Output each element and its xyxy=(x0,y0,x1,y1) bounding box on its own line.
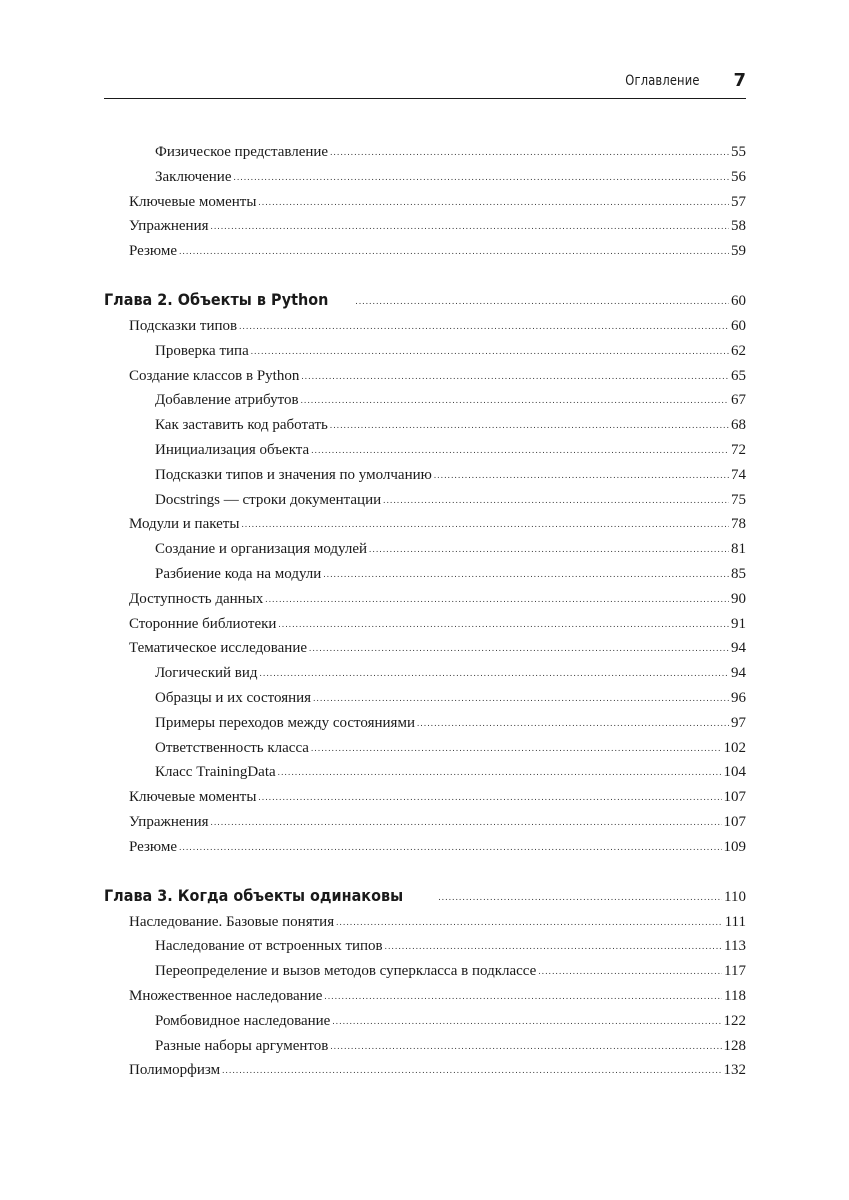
toc-entry xyxy=(104,1009,746,1034)
toc-entry xyxy=(104,835,746,860)
toc-entry xyxy=(104,463,746,488)
toc-entry-page: 118 xyxy=(724,987,746,1004)
dot-leader xyxy=(538,959,722,984)
toc-entry xyxy=(104,512,746,537)
toc-entry-page: 62 xyxy=(731,342,746,359)
dot-leader xyxy=(222,1058,721,1083)
toc-entry-page: 91 xyxy=(731,615,746,632)
header-title: Оглавление xyxy=(625,73,700,89)
toc-entry-page: 85 xyxy=(731,565,746,582)
toc-entry-title: Ключевые моменты xyxy=(129,193,257,210)
toc-entry-page: 94 xyxy=(731,665,746,682)
toc-entry-title: Ключевые моменты xyxy=(129,789,257,806)
toc-entry-title: Образцы и их состояния xyxy=(155,689,312,706)
dot-leader xyxy=(278,760,722,785)
toc-entry-title: Заключение xyxy=(155,168,232,185)
toc-entry xyxy=(104,537,746,562)
toc-entry-page: 78 xyxy=(731,516,746,533)
toc-entry xyxy=(104,1058,746,1083)
toc-entry-page: 111 xyxy=(724,913,746,930)
dot-leader xyxy=(438,883,722,911)
toc-entry-page: 67 xyxy=(731,392,746,409)
dot-leader xyxy=(239,314,729,339)
toc-entry xyxy=(104,190,746,215)
toc-entry xyxy=(104,364,746,389)
toc-entry-title: Проверка типа xyxy=(155,342,249,359)
toc-entry-title: Создание классов в Python xyxy=(129,367,300,384)
toc-entry-page: 107 xyxy=(723,789,746,806)
toc-entry-title: Подсказки типов и значения по умолчанию xyxy=(155,466,432,483)
toc-chapter-entry xyxy=(104,286,746,314)
dot-leader xyxy=(330,413,729,438)
toc-entry xyxy=(104,934,746,959)
dot-leader xyxy=(234,165,730,190)
dot-leader xyxy=(311,736,722,761)
dot-leader xyxy=(385,934,722,959)
section-gap xyxy=(104,264,746,286)
toc-entry xyxy=(104,686,746,711)
toc-entry-title: Доступность данных xyxy=(129,590,264,607)
dot-leader xyxy=(309,636,729,661)
table-of-contents xyxy=(104,140,746,1083)
dot-leader xyxy=(179,239,729,264)
toc-entry xyxy=(104,636,746,661)
toc-entry xyxy=(104,984,746,1009)
dot-leader xyxy=(260,661,729,686)
dot-leader xyxy=(383,488,729,513)
toc-entry-page: 107 xyxy=(723,813,746,830)
toc-entry-page: 60 xyxy=(731,292,746,309)
dot-leader xyxy=(301,364,729,389)
dot-leader xyxy=(211,214,730,239)
toc-entry-page: 65 xyxy=(731,367,746,384)
toc-entry-page: 68 xyxy=(731,417,746,434)
toc-entry-page: 57 xyxy=(731,193,746,210)
page-number: 7 xyxy=(733,70,746,91)
toc-entry-title: Как заставить код работать xyxy=(155,417,328,434)
toc-entry-page: 122 xyxy=(723,1012,746,1029)
dot-leader xyxy=(324,984,722,1009)
dot-leader xyxy=(330,1034,721,1059)
dot-leader xyxy=(241,512,729,537)
toc-entry-title: Разбиение кода на модули xyxy=(155,565,322,582)
toc-entry-title: Инициализация объекта xyxy=(155,441,310,458)
dot-leader xyxy=(355,287,729,315)
toc-entry-page: 56 xyxy=(731,168,746,185)
toc-entry xyxy=(104,587,746,612)
toc-entry-page: 75 xyxy=(731,491,746,508)
dot-leader xyxy=(278,612,729,637)
toc-entry xyxy=(104,438,746,463)
dot-leader xyxy=(332,1009,721,1034)
toc-entry xyxy=(104,562,746,587)
toc-entry xyxy=(104,488,746,513)
toc-entry xyxy=(104,140,746,165)
dot-leader xyxy=(336,910,723,935)
toc-entry-page: 102 xyxy=(723,739,746,756)
section-gap xyxy=(104,860,746,882)
toc-entry xyxy=(104,661,746,686)
toc-entry-page: 104 xyxy=(723,764,746,781)
toc-entry-page: 74 xyxy=(731,466,746,483)
toc-entry-title: Модули и пакеты xyxy=(129,516,240,533)
toc-entry-title: Переопределение и вызов методов суперкласса в подклассе xyxy=(155,963,537,980)
toc-entry-title: Физическое представление xyxy=(155,144,329,160)
toc-entry-title: Упражнения xyxy=(129,218,209,235)
toc-entry xyxy=(104,239,746,264)
toc-entry-title: Добавление атрибутов xyxy=(155,392,299,409)
toc-entry-page: 132 xyxy=(723,1062,746,1079)
dot-leader xyxy=(313,686,729,711)
toc-entry xyxy=(104,711,746,736)
toc-entry-title: Класс TrainingData xyxy=(155,764,276,781)
toc-entry-page: 113 xyxy=(724,938,746,955)
toc-entry-page: 72 xyxy=(731,441,746,458)
toc-entry xyxy=(104,959,746,984)
toc-entry-page: 58 xyxy=(731,218,746,235)
toc-entry xyxy=(104,214,746,239)
toc-entry xyxy=(104,339,746,364)
dot-leader xyxy=(251,339,729,364)
toc-entry xyxy=(104,785,746,810)
toc-entry-title: Резюме xyxy=(129,243,178,260)
toc-entry-page: 94 xyxy=(731,640,746,657)
toc-entry-title: Тематическое исследование xyxy=(129,640,308,657)
toc-entry-title: Наследование. Базовые понятия xyxy=(129,913,335,930)
dot-leader xyxy=(330,140,729,165)
dot-leader xyxy=(323,562,729,587)
toc-entry xyxy=(104,612,746,637)
dot-leader xyxy=(258,785,721,810)
toc-entry-title: Ромбовидное наследование xyxy=(155,1012,331,1029)
toc-entry-title: Глава 2. Объекты в Python xyxy=(104,289,329,309)
toc-entry-page: 59 xyxy=(731,243,746,260)
toc-chapter-entry xyxy=(104,882,746,910)
toc-entry-title: Сторонние библиотеки xyxy=(129,615,277,632)
running-header xyxy=(104,70,746,99)
toc-entry xyxy=(104,165,746,190)
toc-entry xyxy=(104,388,746,413)
toc-entry-title: Создание и организация модулей xyxy=(155,541,368,558)
toc-entry xyxy=(104,910,746,935)
toc-entry-page: 55 xyxy=(731,144,746,160)
toc-entry-page: 117 xyxy=(724,963,746,980)
toc-entry-page: 97 xyxy=(731,714,746,731)
toc-entry-title: Резюме xyxy=(129,838,178,855)
dot-leader xyxy=(211,810,722,835)
toc-entry-title: Глава 3. Когда объекты одинаковы xyxy=(104,885,404,905)
toc-entry-page: 60 xyxy=(731,317,746,334)
toc-entry-page: 81 xyxy=(731,541,746,558)
toc-entry-page: 90 xyxy=(731,590,746,607)
toc-entry xyxy=(104,736,746,761)
toc-entry xyxy=(104,413,746,438)
toc-entry-title: Наследование от встроенных типов xyxy=(155,938,383,955)
toc-entry xyxy=(104,810,746,835)
dot-leader xyxy=(258,190,729,215)
toc-entry-page: 128 xyxy=(723,1037,746,1054)
toc-entry-title: Примеры переходов между состояниями xyxy=(155,714,415,731)
dot-leader xyxy=(301,388,729,413)
dot-leader xyxy=(434,463,729,488)
dot-leader xyxy=(417,711,729,736)
toc-entry-title: Упражнения xyxy=(129,813,209,830)
toc-entry-title: Разные наборы аргументов xyxy=(155,1037,329,1054)
toc-entry-page: 109 xyxy=(723,838,746,855)
dot-leader xyxy=(265,587,729,612)
toc-entry-title: Подсказки типов xyxy=(129,317,238,334)
toc-entry xyxy=(104,1034,746,1059)
toc-entry-title: Множественное наследование xyxy=(129,987,323,1004)
dot-leader xyxy=(179,835,721,860)
toc-entry xyxy=(104,314,746,339)
toc-entry xyxy=(104,760,746,785)
dot-leader xyxy=(369,537,729,562)
toc-entry-title: Ответственность класса xyxy=(155,739,309,756)
toc-entry-title: Полиморфизм xyxy=(129,1062,221,1079)
toc-entry-title: Docstrings — строки документации xyxy=(155,491,382,508)
toc-entry-page: 110 xyxy=(724,888,746,905)
dot-leader xyxy=(311,438,729,463)
toc-entry-title: Логический вид xyxy=(155,665,258,682)
toc-entry-page: 96 xyxy=(731,689,746,706)
